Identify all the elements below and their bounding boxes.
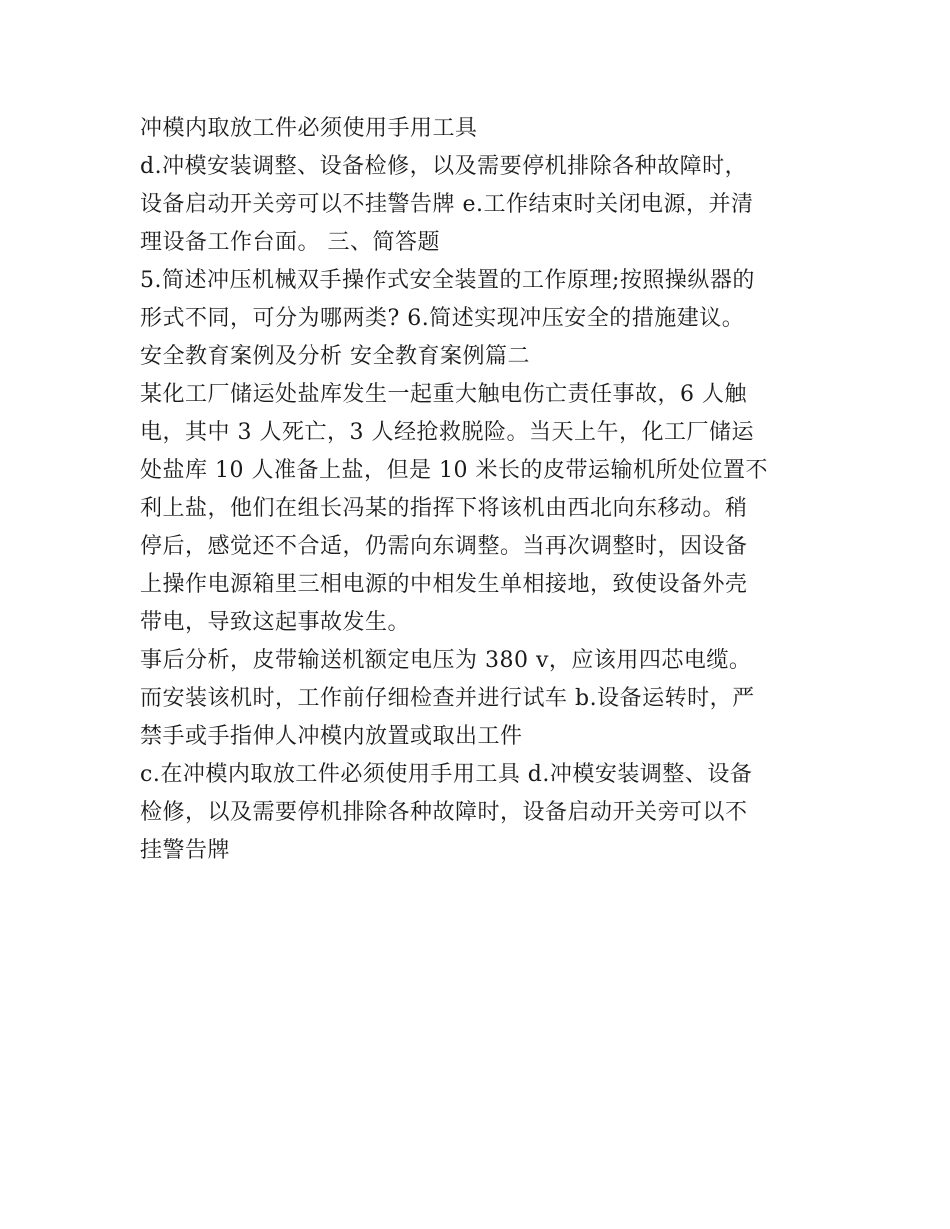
text-line: 挂警告牌	[140, 838, 231, 863]
section-heading: 安全教育案例及分析 安全教育案例篇二	[140, 344, 530, 369]
document-body	[140, 110, 820, 870]
text-line: 检修，以及需要停机排除各种故障时，设备启动开关旁可以不	[140, 800, 748, 825]
text-line: d.冲模安装调整、设备检修，以及需要停机排除各种故障时，	[140, 154, 748, 179]
text-line: 而安装该机时，工作前仔细检查并进行试车 b.设备运转时，严	[140, 686, 755, 711]
text-line: 带电，导致这起事故发生。	[140, 610, 411, 635]
text-line: 处盐库 10 人准备上盐，但是 10 米长的皮带运输机所处位置不	[140, 458, 768, 483]
text-line: 利上盐，他们在组长冯某的指挥下将该机由西北向东移动。稍	[140, 496, 748, 521]
text-line: 形式不同，可分为哪两类? 6.简述实现冲压安全的措施建议。	[140, 306, 745, 331]
text-line: 5.简述冲压机械双手操作式安全装置的工作原理;按照操纵器的	[140, 268, 755, 293]
text-line: c.在冲模内取放工件必须使用手用工具 d.冲模安装调整、设备	[140, 762, 753, 787]
text-line: 某化工厂储运处盐库发生一起重大触电伤亡责任事故，6 人触	[140, 382, 747, 407]
text-line: 设备启动开关旁可以不挂警告牌 e.工作结束时关闭电源，并清	[140, 192, 754, 217]
text-line: 禁手或手指伸人冲模内放置或取出工件	[140, 724, 523, 749]
text-line: 停后，感觉还不合适，仍需向东调整。当再次调整时，因设备	[140, 534, 748, 559]
text-line: 上操作电源箱里三相电源的中相发生单相接地，致使设备外壳	[140, 572, 748, 597]
text-line: 电，其中 3 人死亡，3 人经抢救脱险。当天上午，化工厂储运	[140, 420, 754, 445]
text-line: 理设备工作台面。 三、简答题	[140, 230, 440, 255]
text-line: 事后分析，皮带输送机额定电压为 380 v，应该用四芯电缆。	[140, 648, 752, 673]
text-line: 冲模内取放工件必须使用手用工具	[140, 116, 478, 141]
